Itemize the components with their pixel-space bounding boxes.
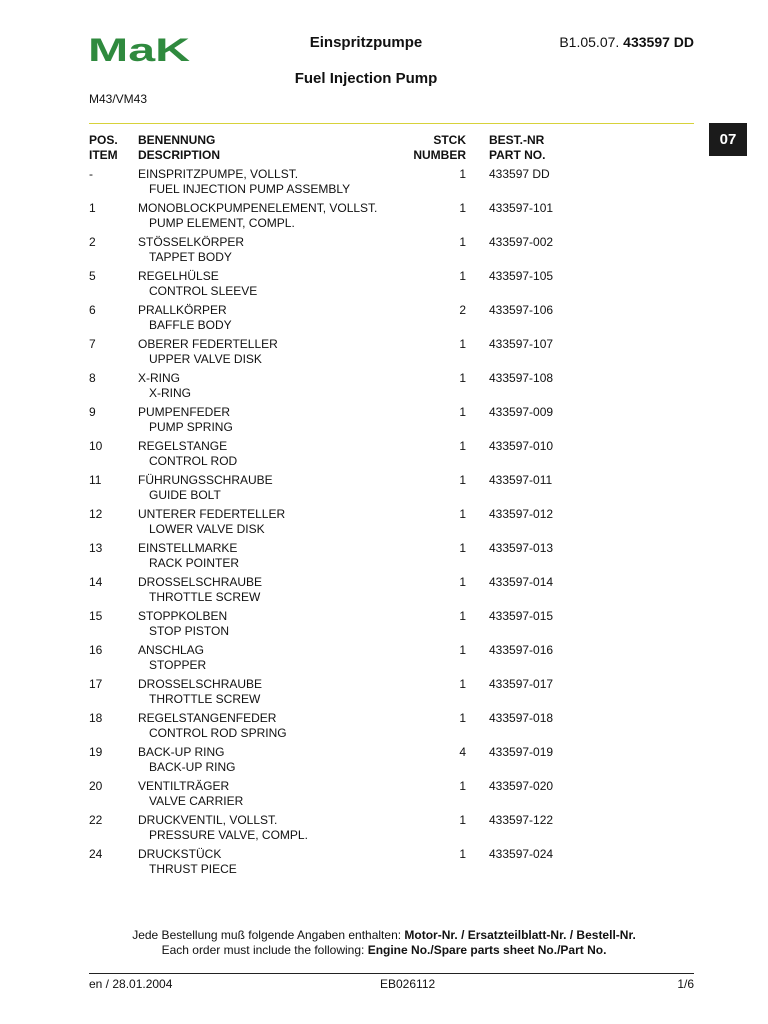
document-reference (559, 34, 694, 50)
description-german: BACK-UP RING (138, 745, 225, 759)
part-number: 433597-017 (489, 677, 554, 691)
column-header-quantity: STCK NUMBER (413, 133, 466, 162)
part-number: 433597-009 (489, 405, 554, 419)
description-english: CONTROL SLEEVE (149, 283, 258, 298)
table-row (0, 303, 768, 337)
description-english: BACK-UP RING (149, 759, 236, 774)
footer-language-date: en / 28.01.2004 (89, 977, 173, 991)
footer-page-number: 1/6 (677, 977, 694, 991)
item-number: 20 (89, 779, 103, 793)
description-german: REGELSTANGENFEDER (138, 711, 277, 725)
description-english: FUEL INJECTION PUMP ASSEMBLY (149, 181, 351, 196)
part-number: 433597-105 (489, 269, 554, 283)
table-row (0, 541, 768, 575)
table-row (0, 813, 768, 847)
item-number: 12 (89, 507, 103, 521)
description-english: UPPER VALVE DISK (149, 351, 262, 366)
table-row (0, 575, 768, 609)
description-english: THROTTLE SCREW (149, 691, 261, 706)
description-english: GUIDE BOLT (149, 487, 221, 502)
order-notice-german: Jede Bestellung muß folgende Angaben enthalten: Motor-Nr. / Ersatzteilblatt-Nr. / Bestell-Nr. (132, 928, 636, 942)
description-german: UNTERER FEDERTELLER (138, 507, 286, 521)
item-number: 14 (89, 575, 103, 589)
description-german: ANSCHLAG (138, 643, 205, 657)
part-number: 433597-002 (489, 235, 554, 249)
description-english: THROTTLE SCREW (149, 589, 261, 604)
table-row (0, 677, 768, 711)
table-row (0, 405, 768, 439)
description-english: CONTROL ROD (149, 453, 238, 468)
part-number: 433597-012 (489, 507, 554, 521)
quantity: 1 (459, 405, 466, 419)
part-number: 433597-013 (489, 541, 554, 555)
part-number: 433597-108 (489, 371, 554, 385)
column-header-pos: POS. ITEM (89, 133, 118, 162)
description-german: EINSTELLMARKE (138, 541, 238, 555)
part-number: 433597-010 (489, 439, 554, 453)
part-number: 433597-101 (489, 201, 554, 215)
item-number: 9 (89, 405, 96, 419)
title-english: Fuel Injection Pump (294, 70, 438, 87)
description-german: MONOBLOCKPUMPENELEMENT, VOLLST. (138, 201, 378, 215)
item-number: 7 (89, 337, 96, 351)
table-row (0, 847, 768, 881)
description-german: PRALLKÖRPER (138, 303, 227, 317)
description-german: STÖSSELKÖRPER (138, 235, 245, 249)
table-row (0, 235, 768, 269)
title-german: Einspritzpumpe (309, 34, 423, 51)
description-german: REGELSTANGE (138, 439, 228, 453)
item-number: 19 (89, 745, 103, 759)
parts-list (0, 167, 768, 881)
table-row (0, 745, 768, 779)
table-row (0, 507, 768, 541)
quantity: 2 (459, 303, 466, 317)
part-number: 433597-107 (489, 337, 554, 351)
item-number: 8 (89, 371, 96, 385)
quantity: 1 (459, 507, 466, 521)
part-number: 433597-024 (489, 847, 554, 861)
description-english: RACK POINTER (149, 555, 240, 570)
table-row (0, 269, 768, 303)
description-english: VALVE CARRIER (149, 793, 244, 808)
table-row (0, 337, 768, 371)
table-row (0, 711, 768, 745)
part-number: 433597-019 (489, 745, 554, 759)
quantity: 1 (459, 575, 466, 589)
item-number: 5 (89, 269, 96, 283)
quantity: 1 (459, 813, 466, 827)
table-row (0, 371, 768, 405)
description-german: X-RING (138, 371, 180, 385)
description-german: REGELHÜLSE (138, 269, 219, 283)
table-row (0, 473, 768, 507)
description-english: X-RING (149, 385, 191, 400)
quantity: 1 (459, 541, 466, 555)
part-number: 433597-015 (489, 609, 554, 623)
table-row (0, 201, 768, 235)
description-english: PUMP ELEMENT, COMPL. (149, 215, 295, 230)
description-german: DRUCKSTÜCK (138, 847, 222, 861)
item-number: - (89, 167, 93, 181)
description-german: DRUCKVENTIL, VOLLST. (138, 813, 278, 827)
engine-model: M43/VM43 (89, 92, 148, 106)
footer-divider (89, 973, 694, 974)
table-row (0, 167, 768, 201)
quantity: 1 (459, 473, 466, 487)
table-row (0, 439, 768, 473)
quantity: 1 (459, 235, 466, 249)
quantity: 1 (459, 337, 466, 351)
part-number: 433597-011 (489, 473, 553, 487)
description-english: THRUST PIECE (149, 861, 237, 876)
description-english: TAPPET BODY (149, 249, 232, 264)
assembly-part-number: 433597 DD (623, 34, 694, 50)
table-row (0, 779, 768, 813)
item-number: 13 (89, 541, 103, 555)
description-english: BAFFLE BODY (149, 317, 232, 332)
part-number: 433597-018 (489, 711, 554, 725)
footer-document-number: EB026112 (380, 977, 436, 991)
item-number: 18 (89, 711, 103, 725)
quantity: 1 (459, 643, 466, 657)
quantity: 1 (459, 609, 466, 623)
doc-code: B1.05.07. (559, 34, 620, 50)
part-number: 433597-014 (489, 575, 554, 589)
column-header-part-number: BEST.-NR PART NO. (489, 133, 546, 162)
part-number: 433597-020 (489, 779, 554, 793)
quantity: 1 (459, 371, 466, 385)
quantity: 1 (459, 439, 466, 453)
table-row (0, 609, 768, 643)
description-english: PUMP SPRING (149, 419, 233, 434)
item-number: 17 (89, 677, 103, 691)
header-divider (89, 123, 694, 124)
item-number: 1 (89, 201, 96, 215)
item-number: 2 (89, 235, 96, 249)
item-number: 6 (89, 303, 96, 317)
column-header-description: BENENNUNG DESCRIPTION (138, 133, 221, 162)
quantity: 1 (459, 201, 466, 215)
part-number: 433597-122 (489, 813, 554, 827)
quantity: 1 (459, 847, 466, 861)
section-tab: 07 (709, 123, 747, 156)
item-number: 10 (89, 439, 103, 453)
part-number: 433597-106 (489, 303, 554, 317)
order-notice-english: Each order must include the following: Engine No./Spare parts sheet No./Part No. (161, 942, 607, 957)
description-german: STOPPKOLBEN (138, 609, 228, 623)
quantity: 1 (459, 779, 466, 793)
description-english: CONTROL ROD SPRING (149, 725, 287, 740)
description-german: FÜHRUNGSSCHRAUBE (138, 473, 273, 487)
description-german: VENTILTRÄGER (138, 779, 230, 793)
logo-text: MaK (88, 34, 190, 64)
order-notice (0, 928, 768, 957)
description-german: EINSPRITZPUMPE, VOLLST. (138, 167, 299, 181)
item-number: 16 (89, 643, 103, 657)
description-german: PUMPENFEDER (138, 405, 231, 419)
description-english: STOP PISTON (149, 623, 230, 638)
description-english: LOWER VALVE DISK (149, 521, 265, 536)
item-number: 11 (89, 473, 102, 487)
item-number: 15 (89, 609, 103, 623)
quantity: 4 (459, 745, 466, 759)
quantity: 1 (459, 677, 466, 691)
table-row (0, 643, 768, 677)
description-german: DROSSELSCHRAUBE (138, 575, 263, 589)
item-number: 22 (89, 813, 103, 827)
description-english: STOPPER (149, 657, 207, 672)
part-number: 433597-016 (489, 643, 554, 657)
mak-logo (88, 34, 192, 64)
item-number: 24 (89, 847, 103, 861)
quantity: 1 (459, 167, 466, 181)
description-german: DROSSELSCHRAUBE (138, 677, 263, 691)
quantity: 1 (459, 269, 466, 283)
description-english: PRESSURE VALVE, COMPL. (149, 827, 308, 842)
part-number: 433597 DD (489, 167, 550, 181)
quantity: 1 (459, 711, 466, 725)
description-german: OBERER FEDERTELLER (138, 337, 278, 351)
